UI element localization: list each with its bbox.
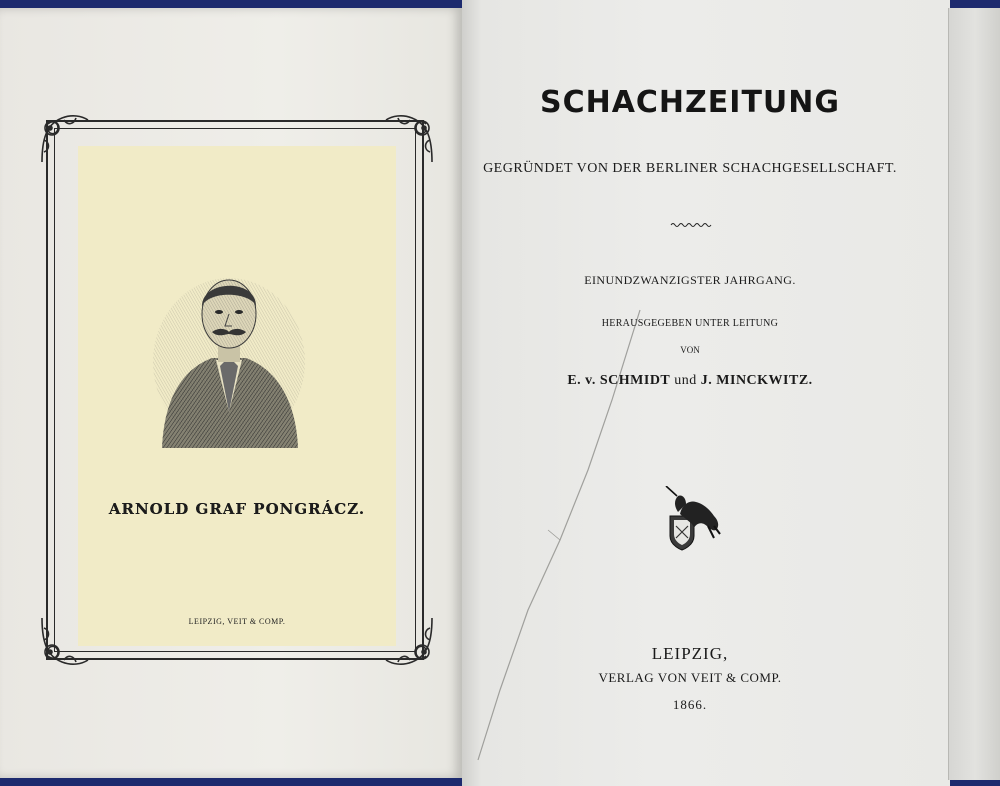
page-edge: [948, 8, 1000, 780]
editors-von: VON: [680, 345, 700, 355]
page-subtitle: GEGRÜNDET VON DER BERLINER SCHACHGESELLSCHAFT.: [483, 161, 897, 176]
floral-corner-ornament-icon: [36, 110, 94, 168]
volume-label: EINUNDZWANZIGSTER JAHRGANG.: [584, 273, 796, 287]
imprint-city: LEIPZIG,: [651, 644, 729, 663]
portrait-caption: ARNOLD GRAF PONGRÁCZ.: [108, 500, 366, 518]
editor-schmidt: E. v. SCHMIDT: [567, 373, 671, 388]
editors-intro: HERAUSGEGEBEN UNTER LEITUNG: [601, 318, 779, 329]
floral-corner-ornament-icon: [380, 110, 438, 168]
engraved-portrait-icon: [150, 262, 308, 448]
imprint-publisher: VERLAG VON VEIT & COMP.: [598, 670, 782, 685]
editors-names: [462, 373, 918, 389]
page-title: SCHACHZEITUNG: [539, 85, 841, 120]
wavy-rule-icon: [670, 220, 712, 230]
plate-imprint: LEIPZIG, VEIT & COMP.: [188, 617, 286, 626]
editors-conjunction: und: [674, 373, 697, 388]
editor-minckwitz: J. MINCKWITZ.: [700, 373, 813, 388]
imprint-year: 1866.: [672, 697, 708, 712]
unicorn-crest-icon: [660, 486, 724, 552]
